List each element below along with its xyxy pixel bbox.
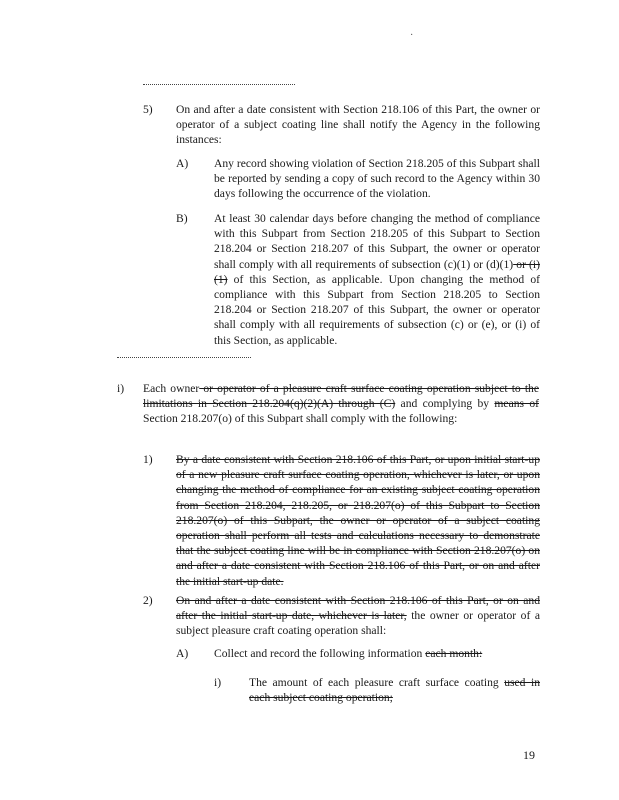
top-mark: · (410, 30, 414, 41)
item-i2ai-strike1: used in each subject coating operation; (249, 676, 540, 705)
item-i2-text-part1: the owner or operator of a subject pleasure craft coating operation shall: (176, 609, 540, 638)
section-5-number: 5) (143, 103, 153, 116)
section-i-text-part2: and complying by (395, 397, 495, 411)
section-5-text: On and after a date consistent with Section 218.106 of this Part, the owner or operator of a subject coating line shall notify the Agency in the following instances: (176, 103, 540, 147)
page-number: 19 (523, 748, 535, 762)
item-i1-number: 1) (143, 453, 153, 466)
item-5b-number: B) (176, 212, 188, 225)
section-i-number: i) (117, 382, 125, 395)
separator-rule-top (143, 84, 295, 85)
item-5b-text (214, 211, 540, 348)
item-5a-text: Any record showing violation of Section 218.205 of this Subpart shall be reported by sending a copy of such record to the Agency within 30 days following the occurrence of the violation. (214, 157, 540, 201)
section-i-text-part3: Section 218.207(o) of this Subpart shall comply with the following: (143, 412, 458, 426)
item-i2-number: 2) (143, 594, 153, 607)
item-i2a-number: A) (176, 647, 189, 660)
section-i-strike1: or operator of a pleasure craft surface coating operation subject to the limitations in Section 218.204(q)(2)(A) through (C) (143, 382, 539, 411)
item-i1-text (176, 452, 540, 589)
section-i-text (143, 381, 539, 427)
item-5b-strike1: or (i)(1) (214, 257, 540, 286)
section-i-text-part1: Each owner (143, 382, 200, 395)
item-i2a-text (214, 646, 540, 661)
item-i2a-text-part1: Collect and record the following information (214, 647, 426, 660)
item-i2-text (176, 593, 540, 639)
item-5a-number: A) (176, 157, 189, 170)
item-5b-text-part2: of this Section, as applicable. Upon changing the method of compliance with this Subpart from Section 218.205 to Section 218.204 or Section 218.207 of this Subpart, the owner or operator shall comply with all requirements of subsection (c) or (e), or (i) of this Section, as applicable. (214, 272, 540, 347)
item-i2ai-number: i) (214, 676, 222, 689)
item-5b-text-part1: At least 30 calendar days before changing the method of compliance with this Subpart from Section 218.205 of this Subpart to Section 218.204 or Section 218.207 of this Subpart, the owner or operator shall comply with all requirements of subsection (c)(1) or (d)(1) (214, 212, 540, 271)
section-i-strike2: means of (494, 397, 539, 411)
item-i2a-strike1: each month: (425, 647, 483, 660)
item-i2-strike1: On and after a date consistent with Section 218.106 of this Part, or on and after the initial start-up date, whichever is later, (176, 594, 540, 623)
item-i1-strike1: By a date consistent with Section 218.106 of this Part, or upon initial start-up of a new pleasure craft surface coating operation, whichever is later, or upon changing the method of compliance for an existing subject coating operation from Section 218.204, 218.205, or 218.207(o) of this Subpart to Section 218.207(o) of this Subpart, the owner or operator of a subject coating operation shall perform all tests and calculations necessary to demonstrate that the subject coating line will be in compliance with Section 218.207(o) on and after a date consistent with Section 218.106 of this Part, or on and after the initial start-up date. (176, 453, 540, 588)
item-i2ai-text-part1: The amount of each pleasure craft surface coating (249, 676, 505, 689)
separator-rule-middle (117, 357, 251, 358)
item-i2ai-text (249, 675, 540, 705)
